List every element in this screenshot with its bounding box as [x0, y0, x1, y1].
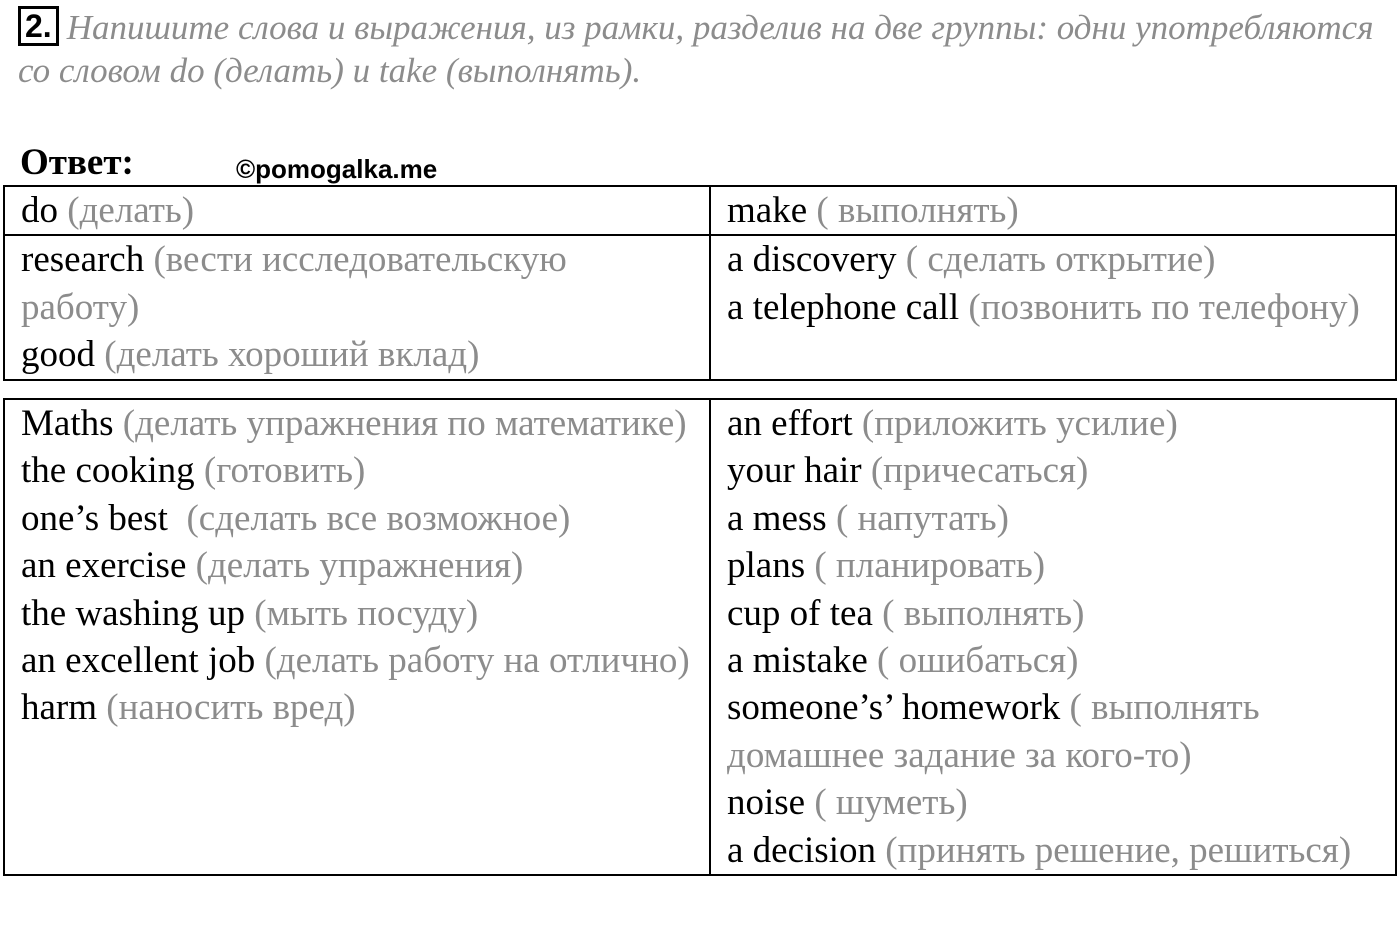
entry-translation: (сделать все возможное)	[167, 497, 571, 539]
list-item	[21, 447, 693, 494]
header-do-translation: (делать)	[58, 190, 195, 231]
entry-translation: (мыть посуду)	[245, 592, 479, 634]
entry-translation: ( планировать)	[805, 545, 1046, 587]
entry-word: one’s best	[21, 497, 168, 539]
header-do-word: do	[21, 190, 58, 231]
entry-translation: (наносить вред)	[97, 687, 356, 729]
entry-word: the washing up	[21, 592, 246, 634]
entry-translation: (вести исследовательскую работу)	[21, 239, 567, 328]
do-make-table-1	[3, 185, 1397, 381]
make-column-cell	[710, 399, 1396, 875]
list-item	[727, 236, 1379, 283]
list-item	[727, 779, 1379, 826]
entry-word: an exercise	[21, 545, 187, 587]
entry-word: the cooking	[21, 450, 195, 492]
entry-word: an excellent job	[21, 640, 256, 682]
entry-translation: (позвонить по телефону)	[959, 286, 1360, 328]
table-row	[4, 235, 1396, 379]
task-text: Напишите слова и выражения, из рамки, разделив на две группы: одни употребляются со словом do (делать) и take (выполнять).	[18, 8, 1374, 90]
list-item	[727, 447, 1379, 494]
entry-translation: (делать упражнения по математике)	[113, 403, 687, 444]
entry-translation: ( сделать открытие)	[896, 239, 1216, 281]
entry-word: good	[21, 334, 95, 376]
do-make-table-2	[3, 398, 1397, 876]
entry-translation: (делать хороший вклад)	[95, 334, 480, 376]
list-item	[727, 637, 1379, 684]
entry-translation: ( шуметь)	[805, 782, 968, 824]
entry-translation: ( напутать)	[826, 497, 1009, 539]
entry-word: research	[21, 239, 145, 281]
header-make-word: make	[727, 190, 808, 231]
entry-word: harm	[21, 687, 98, 729]
entry-word: a discovery	[727, 239, 897, 281]
entry-word: a telephone call	[727, 286, 960, 328]
entry-word: your hair	[727, 450, 862, 492]
make-column-cell	[710, 235, 1396, 379]
entry-translation: (готовить)	[194, 450, 366, 492]
list-item	[21, 684, 693, 731]
entry-word: a decision	[727, 829, 876, 871]
table-header-row	[4, 186, 1396, 235]
table-row	[4, 399, 1396, 875]
list-item	[21, 236, 693, 331]
header-do	[4, 186, 710, 235]
entry-translation: (причесаться)	[861, 450, 1089, 492]
list-item	[21, 495, 693, 542]
task-number: 2.	[18, 6, 59, 46]
entry-word: someone’s’ homework	[727, 687, 1061, 729]
entry-translation: (делать работу на отлично)	[255, 640, 690, 682]
do-column-cell	[4, 399, 710, 875]
entry-word: cup of tea	[727, 592, 873, 634]
entry-translation: ( выполнять)	[872, 592, 1085, 634]
entry-word: a mess	[727, 497, 827, 539]
entry-translation: (принять решение, решиться)	[875, 829, 1352, 871]
watermark: ©pomogalka.me	[236, 154, 438, 184]
list-item	[727, 827, 1379, 874]
entry-translation: ( выполнять домашнее задание за кого-то)	[727, 687, 1260, 776]
entry-translation: (приложить усилие)	[852, 403, 1178, 444]
header-make-translation: ( выполнять)	[807, 190, 1019, 231]
task-instruction	[18, 6, 1388, 92]
header-make	[710, 186, 1396, 235]
entry-translation: ( ошибаться)	[867, 640, 1079, 682]
list-item	[21, 331, 693, 378]
list-item	[21, 637, 693, 684]
entry-translation: (делать упражнения)	[186, 545, 524, 587]
entry-word: an effort	[727, 403, 853, 444]
list-item	[21, 590, 693, 637]
answer-label: Ответ:	[20, 142, 134, 183]
list-item	[727, 590, 1379, 637]
list-item	[727, 284, 1379, 331]
list-item	[21, 542, 693, 589]
list-item	[727, 684, 1379, 779]
entry-word: a mistake	[727, 640, 868, 682]
list-item	[21, 400, 693, 447]
list-item	[727, 400, 1379, 447]
list-item	[727, 495, 1379, 542]
entry-word: Maths	[21, 403, 114, 444]
do-column-cell	[4, 235, 710, 379]
entry-word: plans	[727, 545, 806, 587]
entry-word: noise	[727, 782, 806, 824]
list-item	[727, 542, 1379, 589]
